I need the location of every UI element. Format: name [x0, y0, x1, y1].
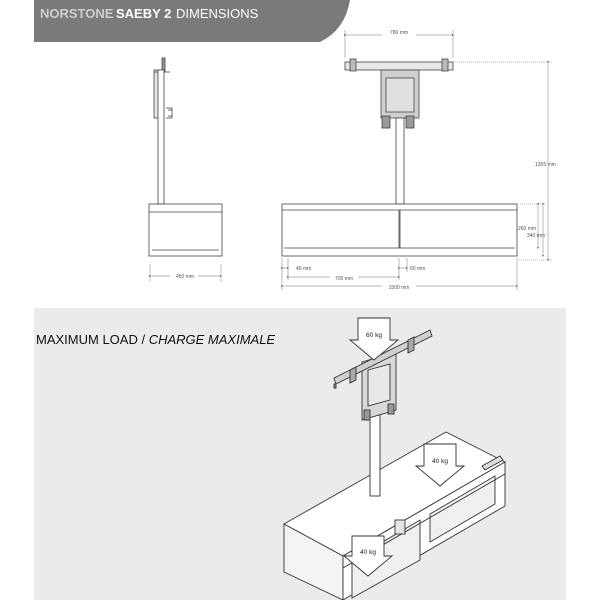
brand-name: NORSTONE: [40, 6, 114, 21]
header-band: [34, 0, 350, 42]
top-width-label: 780 mm: [389, 30, 409, 36]
side-depth-label: 450 mm: [175, 274, 195, 280]
total-height-label: 1355 mm: [535, 162, 556, 168]
max-load-title-sep: /: [137, 332, 149, 347]
section-title: DIMENSIONS: [176, 6, 259, 21]
cabinet-total-height-label: 340 mm: [527, 233, 546, 239]
max-load-title: [36, 332, 275, 347]
max-load-title-main: MAXIMUM LOAD: [36, 332, 138, 347]
top-shelf-load-label: 40 kg: [432, 458, 448, 465]
right-offset-label: 60 mm: [410, 266, 426, 272]
bracket-load-label: 60 kg: [366, 332, 382, 339]
cabinet-inner-height-label: 260 mm: [518, 226, 537, 232]
model-name: SAEBY 2: [116, 6, 172, 21]
max-load-title-alt: CHARGE MAXIMALE: [148, 332, 276, 347]
bottom-shelf-load-label: 40 kg: [360, 549, 376, 556]
side-view-drawing: [149, 58, 222, 282]
front-view-drawing: [282, 59, 517, 256]
cabinet-width-label: 1500 mm: [388, 285, 410, 291]
center-to-post-label: 705 mm: [334, 276, 354, 282]
left-offset-label: 40 mm: [296, 266, 312, 272]
